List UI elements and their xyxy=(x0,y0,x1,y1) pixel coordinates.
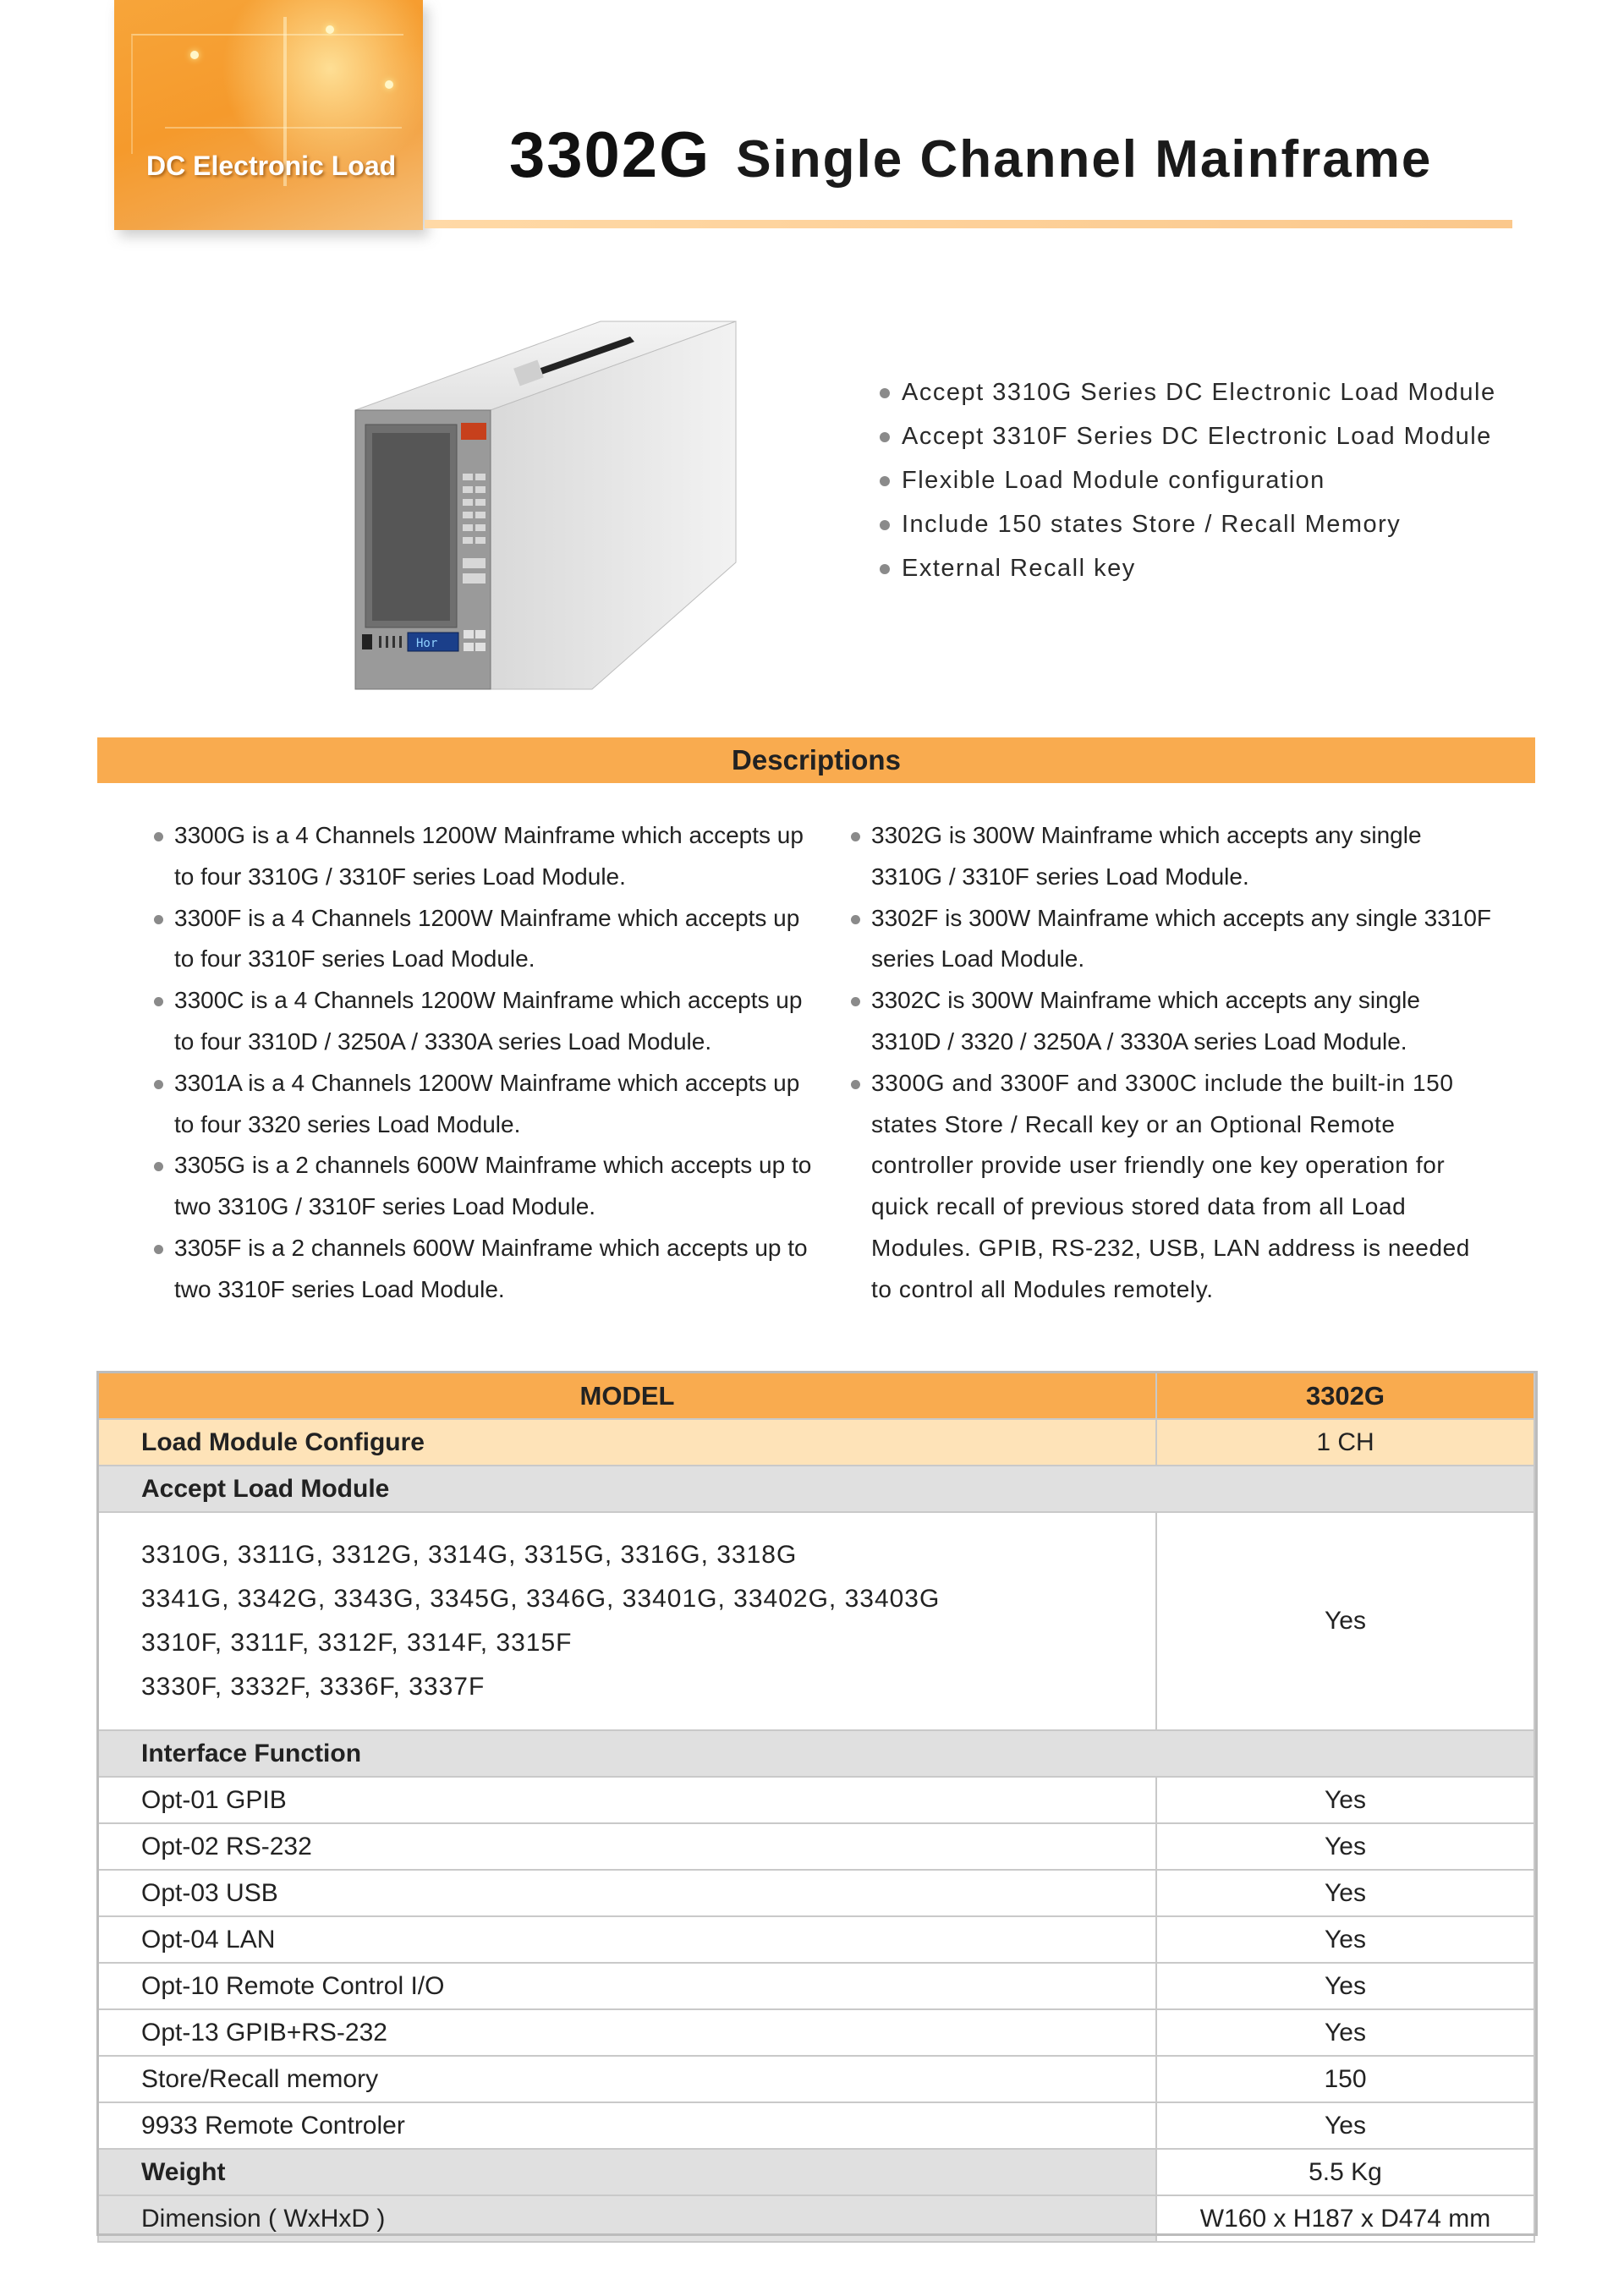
feature-item: Include 150 states Store / Recall Memory xyxy=(880,502,1496,546)
brand-label xyxy=(461,423,486,440)
row-value: Yes xyxy=(1156,1777,1534,1823)
module-line: 3310G, 3311G, 3312G, 3314G, 3315G, 3316G, 3318G xyxy=(141,1541,798,1569)
section-row xyxy=(98,1466,1534,1512)
glow-dot xyxy=(326,25,334,34)
descriptions-right xyxy=(851,815,1494,1311)
module-list xyxy=(98,1512,1156,1730)
section-label: Interface Function xyxy=(98,1730,1534,1777)
bullet-icon xyxy=(154,1080,163,1089)
row-label: Store/Recall memory xyxy=(98,2056,1156,2102)
bullet-icon xyxy=(880,476,890,486)
bullet-icon xyxy=(154,915,163,924)
module-line: 3330F, 3332F, 3336F, 3337F xyxy=(141,1673,486,1701)
row-value: Yes xyxy=(1156,2102,1534,2149)
table-row xyxy=(98,1916,1534,1963)
description-item: 3302F is 300W Mainframe which accepts any single 3310F series Load Module. xyxy=(851,898,1494,981)
row-label: Opt-01 GPIB xyxy=(98,1777,1156,1823)
description-item: 3301A is a 4 Channels 1200W Mainframe which accepts up to four 3320 series Load Module. xyxy=(154,1063,822,1146)
description-item: 3300G is a 4 Channels 1200W Mainframe which accepts up to four 3310G / 3310F series Load Module. xyxy=(154,815,822,898)
category-label: DC Electronic Load xyxy=(146,151,397,181)
table-row xyxy=(98,1777,1534,1823)
model-column-header: MODEL xyxy=(98,1373,1156,1419)
row-label: Load Module Configure xyxy=(98,1419,1156,1466)
row-value: W160 x H187 x D474 mm xyxy=(1156,2195,1534,2242)
row-label: Opt-04 LAN xyxy=(98,1916,1156,1963)
table-row xyxy=(98,1963,1534,2009)
table-row xyxy=(98,1419,1534,1466)
bullet-icon xyxy=(851,1080,860,1089)
row-label: Weight xyxy=(98,2149,1156,2195)
row-value: Yes xyxy=(1156,1870,1534,1916)
power-switch-icon xyxy=(362,634,372,649)
lcd-text: Hor xyxy=(416,637,438,650)
bullet-icon xyxy=(880,388,890,398)
circuit-pattern xyxy=(165,127,402,129)
model-value-header: 3302G xyxy=(1156,1373,1534,1419)
table-row xyxy=(98,2056,1534,2102)
bullet-icon xyxy=(851,997,860,1006)
row-value: Yes xyxy=(1156,1916,1534,1963)
feature-item: Flexible Load Module configuration xyxy=(880,458,1496,502)
feature-list xyxy=(880,370,1496,590)
module-slot xyxy=(372,433,450,621)
row-value: 5.5 Kg xyxy=(1156,2149,1534,2195)
bullet-icon xyxy=(154,832,163,841)
title-underline xyxy=(425,220,1512,228)
bullet-icon xyxy=(880,520,890,530)
table-row xyxy=(98,1512,1534,1730)
row-label: Opt-13 GPIB+RS-232 xyxy=(98,2009,1156,2056)
description-item: 3302C is 300W Mainframe which accepts any single 3310D / 3320 / 3250A / 3330A series Load Module. xyxy=(851,980,1494,1063)
row-label: Opt-10 Remote Control I/O xyxy=(98,1963,1156,2009)
description-item: 3300C is a 4 Channels 1200W Mainframe which accepts up to four 3310D / 3250A / 3330A series Load Module. xyxy=(154,980,822,1063)
description-item: 3300F is a 4 Channels 1200W Mainframe which accepts up to four 3310F series Load Module. xyxy=(154,898,822,981)
description-item: 3305G is a 2 channels 600W Mainframe which accepts up to two 3310G / 3310F series Load Module. xyxy=(154,1145,822,1228)
bullet-icon xyxy=(154,997,163,1006)
row-value: 1 CH xyxy=(1156,1419,1534,1466)
product-image xyxy=(347,304,761,693)
section-row xyxy=(98,1730,1534,1777)
spec-table xyxy=(97,1372,1535,2243)
table-row xyxy=(98,2149,1534,2195)
table-row xyxy=(98,1870,1534,1916)
feature-item: Accept 3310F Series DC Electronic Load Module xyxy=(880,414,1496,458)
row-value: Yes xyxy=(1156,1823,1534,1870)
circuit-pattern xyxy=(131,34,403,154)
glow-dot xyxy=(385,80,393,89)
module-line: 3341G, 3342G, 3343G, 3345G, 3346G, 33401G, 33402G, 33403G xyxy=(141,1585,941,1613)
table-header-row xyxy=(98,1373,1534,1419)
row-value: Yes xyxy=(1156,2009,1534,2056)
glow-dot xyxy=(190,51,199,59)
module-line: 3310F, 3311F, 3312F, 3314F, 3315F xyxy=(141,1629,573,1657)
bullet-icon xyxy=(154,1245,163,1254)
description-item: 3305F is a 2 channels 600W Mainframe which accepts up to two 3310F series Load Module. xyxy=(154,1228,822,1311)
bullet-icon xyxy=(851,915,860,924)
descriptions-heading: Descriptions xyxy=(97,737,1535,783)
descriptions-left xyxy=(154,815,822,1311)
table-row xyxy=(98,1823,1534,1870)
description-item: 3302G is 300W Mainframe which accepts any single 3310G / 3310F series Load Module. xyxy=(851,815,1494,898)
row-label: Opt-02 RS-232 xyxy=(98,1823,1156,1870)
table-row xyxy=(98,2102,1534,2149)
bullet-icon xyxy=(154,1162,163,1171)
row-label: 9933 Remote Controler xyxy=(98,2102,1156,2149)
bullet-icon xyxy=(851,832,860,841)
category-badge xyxy=(114,0,423,230)
model-number: 3302G xyxy=(509,119,711,191)
row-value: Yes xyxy=(1156,1963,1534,2009)
section-label: Accept Load Module xyxy=(98,1466,1534,1512)
page-title xyxy=(509,118,1432,192)
feature-item: External Recall key xyxy=(880,546,1496,590)
bullet-icon xyxy=(880,564,890,574)
row-label: Dimension ( WxHxD ) xyxy=(98,2195,1156,2242)
feature-item: Accept 3310G Series DC Electronic Load Module xyxy=(880,370,1496,414)
table-row xyxy=(98,2195,1534,2242)
bullet-icon xyxy=(880,432,890,442)
row-label: Opt-03 USB xyxy=(98,1870,1156,1916)
title-text: Single Channel Mainframe xyxy=(736,130,1433,189)
row-value: Yes xyxy=(1156,1512,1534,1730)
table-row xyxy=(98,2009,1534,2056)
description-item: 3300G and 3300F and 3300C include the built-in 150 states Store / Recall key or an Optional Remote controller provide user friendly one key operation for quick recall of previous stored data from all Load Modules. GPIB, RS-232, USB, LAN address is needed to control all Modules remotely. xyxy=(851,1063,1494,1311)
row-value: 150 xyxy=(1156,2056,1534,2102)
